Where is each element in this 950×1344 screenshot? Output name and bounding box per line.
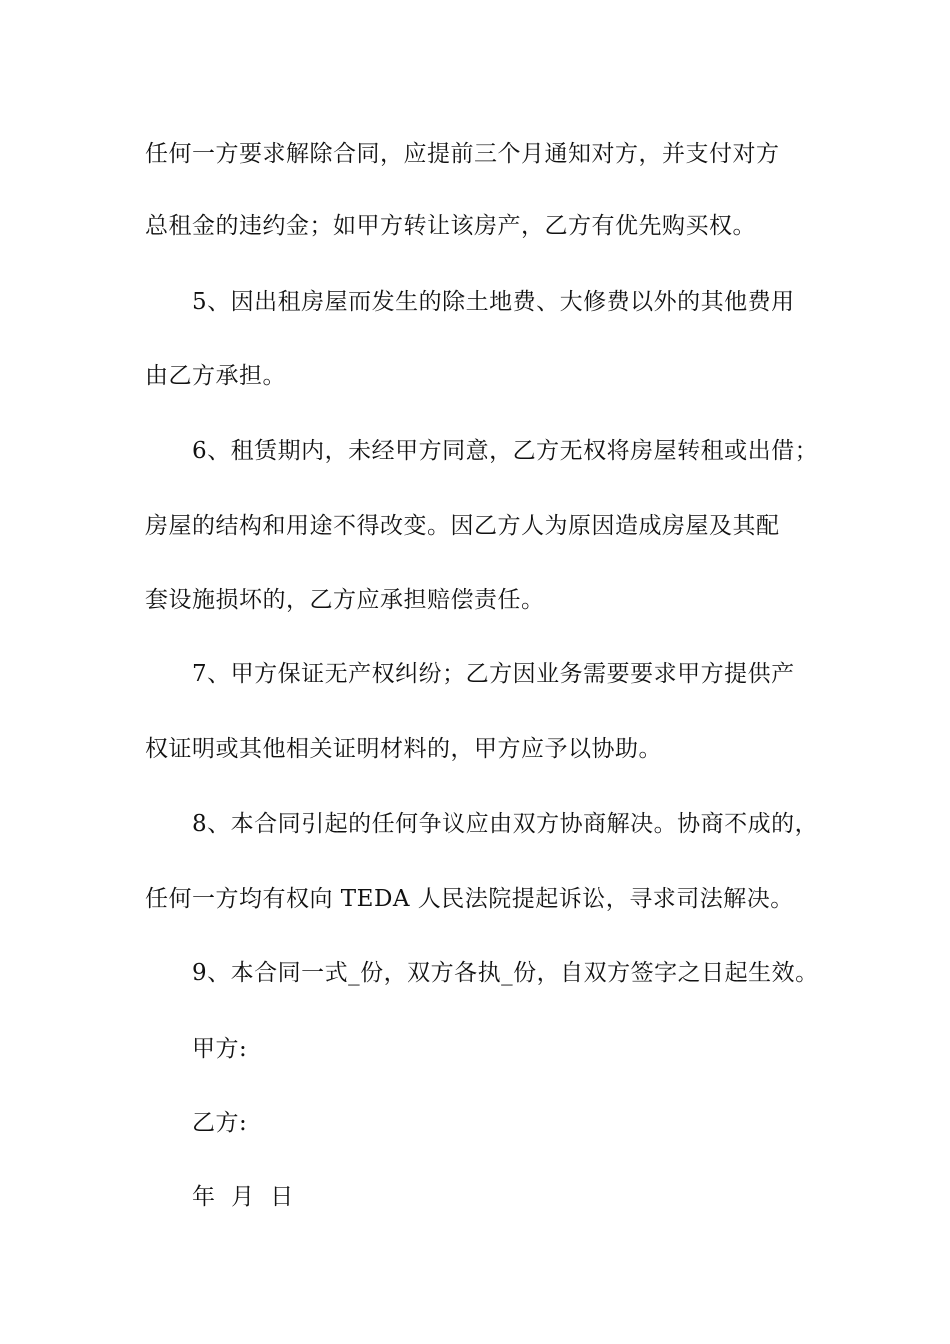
date-label: 年 月 日 xyxy=(192,1184,294,1210)
party-a-signature-label: 甲方: xyxy=(192,1036,248,1062)
clause-5-line-2: 由乙方承担。 xyxy=(145,363,286,389)
clause-6-line-1: 6、租赁期内，未经甲方同意，乙方无权将房屋转租或出借； xyxy=(192,438,819,464)
clause-8-line-1: 8、本合同引起的任何争议应由双方协商解决。协商不成的， xyxy=(192,811,819,837)
clause-4-line-2: 任何一方要求解除合同，应提前三个月通知对方，并支付对方 xyxy=(145,141,780,167)
clause-4-line-3: 总租金的违约金；如甲方转让该房产，乙方有优先购买权。 xyxy=(145,213,756,239)
clause-8-line-2: 任何一方均有权向 TEDA 人民法院提起诉讼，寻求司法解决。 xyxy=(145,886,794,912)
clause-7-line-2: 权证明或其他相关证明材料的，甲方应予以协助。 xyxy=(145,736,662,762)
clause-9-line-1: 9、本合同一式_份，双方各执_份，自双方签字之日起生效。 xyxy=(192,960,819,986)
clause-6-line-3: 套设施损坏的，乙方应承担赔偿责任。 xyxy=(145,587,545,613)
clause-6-line-2: 房屋的结构和用途不得改变。因乙方人为原因造成房屋及其配 xyxy=(145,513,780,539)
clause-7-line-1: 7、甲方保证无产权纠纷；乙方因业务需要要求甲方提供产 xyxy=(192,661,795,687)
clause-5-line-1: 5、因出租房屋而发生的除土地费、大修费以外的其他费用 xyxy=(192,289,795,315)
party-b-signature-label: 乙方: xyxy=(192,1110,248,1136)
